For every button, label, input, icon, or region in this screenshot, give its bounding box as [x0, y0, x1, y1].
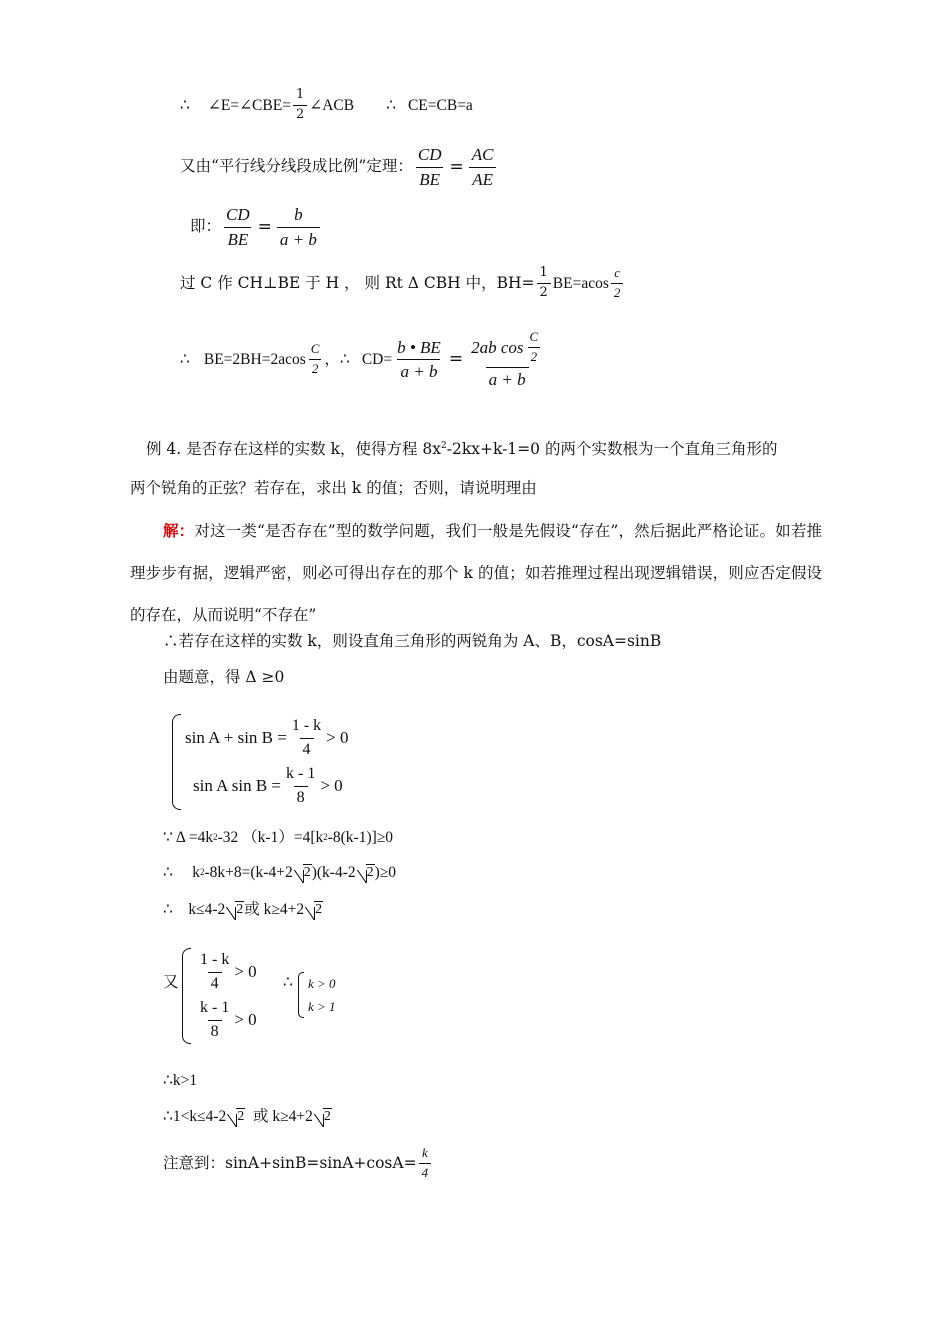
fraction-numerator: k - 1	[200, 999, 230, 1017]
therefore-symbol: ∴	[180, 95, 190, 114]
greater-than-zero: > 0	[320, 776, 343, 795]
superscript: 2	[200, 867, 205, 878]
radicand: 2	[323, 1108, 331, 1124]
fraction-numerator: 1 - k	[291, 717, 322, 735]
k-range-line	[163, 902, 323, 918]
radicand: 2	[315, 901, 323, 917]
fraction-denominator: 2	[537, 283, 551, 301]
numerator-text: 2ab cos	[471, 337, 524, 357]
discriminant-text: ∵ Δ =4k	[163, 829, 214, 846]
range-text: 或 k≥4+2	[245, 1108, 313, 1125]
fraction-denominator: 4	[300, 738, 314, 759]
assumption-text: ∴若存在这样的实数 k，则设直角三角形的两锐角为 A、B，cosA=sinB	[163, 632, 662, 650]
assumption-line	[163, 634, 661, 650]
fraction-numerator: C	[310, 341, 320, 357]
fraction-numerator: CD	[417, 145, 442, 164]
fraction-one-half	[537, 266, 551, 301]
example-4-statement	[146, 425, 826, 470]
therefore-symbol: ∴	[339, 349, 350, 368]
factorization-text: )≥0	[374, 864, 397, 881]
fraction-c-over-2	[611, 266, 624, 301]
final-range-line	[163, 1109, 332, 1125]
fraction-numerator	[468, 330, 546, 367]
sqrt-symbol	[226, 903, 244, 917]
derivation-line-5	[180, 330, 548, 389]
inequality-system-3	[298, 972, 336, 1018]
theorem-text: 又由“平行线分线段成比例”定理：	[180, 157, 413, 176]
fraction-k-minus-1-over-8	[283, 765, 318, 807]
left-brace	[172, 714, 181, 810]
sqrt-symbol	[294, 866, 312, 880]
fraction-denominator: 4	[208, 972, 222, 993]
greater-than-zero: > 0	[326, 728, 349, 747]
factorization-text: )(k-4-2	[311, 864, 356, 881]
fraction-2ab-cos	[468, 330, 546, 389]
fraction-c-over-2	[527, 330, 542, 365]
fraction-numerator: b	[294, 205, 303, 224]
fraction-one-minus-k-over-4	[197, 951, 232, 993]
sum-expression: sin A + sin B =	[185, 728, 287, 747]
range-text: ∴ k≤4-2	[163, 901, 226, 918]
radicand: 2	[237, 1108, 245, 1124]
fraction-ac-ae	[469, 145, 497, 189]
fraction-numerator: 1 - k	[200, 951, 230, 969]
solution-text: 对这一类“是否存在”型的数学问题，我们一般是先假设“存在”，然后据此严格论证。如若推理步步有据，逻辑严密，则必可得出存在的那个 k 的值；如若推理过程出现逻辑错误，则应否定假设的存在，从而说明“不存在”	[130, 522, 822, 624]
derivation-line-2	[180, 145, 498, 189]
fraction-denominator: 2	[293, 105, 307, 123]
fraction-numerator: C	[529, 329, 539, 344]
discriminant-text: -8(k-1)]≥0	[327, 829, 394, 846]
fraction-numerator: b • BE	[397, 337, 441, 357]
therefore-symbol: ∴	[283, 973, 293, 991]
statement-text: -2kx+k-1=0 的两个实数根为一个直角三角形的	[446, 440, 778, 458]
cd-equals-text: CD=	[361, 350, 393, 368]
example-4-statement-cont	[130, 467, 825, 509]
radicand: 2	[366, 864, 374, 880]
factorization-text: ∴ k	[163, 864, 200, 881]
greater-than-zero: > 0	[234, 1010, 257, 1029]
inequality-system-1	[172, 714, 349, 810]
k-gt-1-text: ∴k>1	[163, 1072, 198, 1089]
discriminant-text: -32 （k-1）=4[k	[217, 829, 324, 846]
system-row	[195, 951, 257, 993]
system-row	[185, 765, 349, 807]
superscript: 2	[441, 441, 447, 451]
equals-sign: =	[448, 349, 464, 370]
range-text: 或 k≥4+2	[244, 901, 305, 918]
k-greater-than-0: k > 0	[308, 975, 336, 991]
fraction-denominator: 2	[309, 359, 322, 377]
radicand: 2	[236, 901, 244, 917]
k-gt-1-line	[163, 1073, 197, 1089]
left-brace	[182, 948, 191, 1044]
superscript: 2	[323, 832, 328, 843]
solution-label: 解：	[163, 521, 195, 540]
equals-sign: =	[257, 216, 272, 237]
therefore-symbol: ∴	[386, 95, 396, 114]
fraction-denominator: 2	[611, 283, 624, 301]
discriminant-line	[163, 830, 393, 846]
range-text: ∴1<k≤4-2	[163, 1108, 227, 1125]
left-brace	[298, 972, 304, 1018]
system-row	[308, 999, 336, 1015]
condition-text: 由题意，得 Δ ≥0	[163, 668, 285, 686]
statement-text: 例 4. 是否存在这样的实数 k，使得方程 8x	[146, 440, 441, 458]
sqrt-symbol	[314, 1110, 332, 1124]
note-text: 注意到：sinA+sinB=sinA+cosA=	[163, 1153, 417, 1172]
derivation-line-3	[190, 205, 322, 249]
example-4-line-1	[146, 425, 826, 470]
sqrt-symbol	[227, 1110, 245, 1124]
comma-separator: ，	[324, 349, 340, 368]
be-acos-text: BE=acos	[552, 274, 609, 292]
system-row	[185, 717, 349, 759]
fraction-one-half	[293, 88, 307, 123]
be-equals-text: BE=2BH=2acos	[203, 350, 306, 368]
fraction-denominator: BE	[416, 167, 443, 190]
fraction-denominator: AE	[469, 167, 496, 190]
fraction-cd-be	[415, 145, 445, 189]
fraction-cd-be	[223, 205, 253, 249]
fraction-one-minus-k-over-4	[289, 717, 324, 759]
solution-paragraph	[130, 510, 822, 636]
derivation-line-4	[180, 266, 625, 301]
angle-acb: ∠ACB	[309, 96, 355, 114]
fraction-denominator: a + b	[397, 359, 440, 382]
product-expression: sin A sin B =	[193, 776, 282, 795]
sqrt-symbol	[305, 903, 323, 917]
also-label: 又	[163, 973, 179, 991]
k-greater-than-1: k > 1	[308, 998, 336, 1014]
fraction-b-be-over-a-plus-b	[394, 338, 444, 382]
factorization-line	[163, 865, 396, 881]
fraction-k-minus-1-over-8	[197, 999, 232, 1041]
fraction-denominator: 2	[528, 347, 541, 365]
fraction-numerator: 1	[539, 265, 548, 280]
equals-sign: =	[449, 156, 464, 177]
note-line	[163, 1146, 433, 1181]
fraction-k-over-4	[419, 1146, 432, 1181]
therefore-line	[283, 975, 293, 991]
fraction-numerator: c	[614, 265, 621, 280]
namely-label: 即：	[190, 217, 222, 236]
fraction-denominator: a + b	[277, 227, 320, 250]
superscript: 2	[213, 832, 218, 843]
fraction-denominator: a + b	[486, 367, 529, 390]
fraction-denominator: 8	[294, 786, 308, 807]
fraction-denominator: BE	[224, 227, 251, 250]
therefore-symbol: ∴	[180, 349, 190, 368]
fraction-c-over-2	[308, 342, 323, 377]
fraction-denominator: 8	[208, 1020, 222, 1041]
factorization-text: -8k+8=(k-4+2	[204, 864, 293, 881]
greater-than-zero: > 0	[234, 962, 257, 981]
radicand: 2	[303, 864, 311, 880]
fraction-numerator: CD	[226, 205, 250, 224]
perpendicular-text: 过 C 作 CH⊥BE 于 H ， 则 Rt Δ CBH 中，BH=	[180, 273, 535, 292]
fraction-numerator: k - 1	[286, 765, 316, 783]
fraction-numerator: k	[421, 1145, 428, 1160]
fraction-b-over-a-plus-b	[277, 205, 320, 249]
system-row	[308, 976, 336, 992]
fraction-numerator: AC	[471, 145, 494, 164]
angle-equality: ∠E=∠CBE=	[207, 96, 291, 114]
condition-line	[163, 670, 284, 686]
inequality-system-2	[182, 948, 257, 1044]
statement-text: 两个锐角的正弦？若存在，求出 k 的值；否则，请说明理由	[130, 479, 537, 497]
also-label-line	[163, 975, 179, 991]
derivation-line-1	[180, 88, 473, 123]
side-equality: CE=CB=a	[407, 96, 473, 114]
sqrt-symbol	[357, 866, 375, 880]
fraction-numerator: 1	[295, 87, 305, 102]
system-row	[195, 999, 257, 1041]
fraction-denominator: 4	[419, 1163, 432, 1181]
